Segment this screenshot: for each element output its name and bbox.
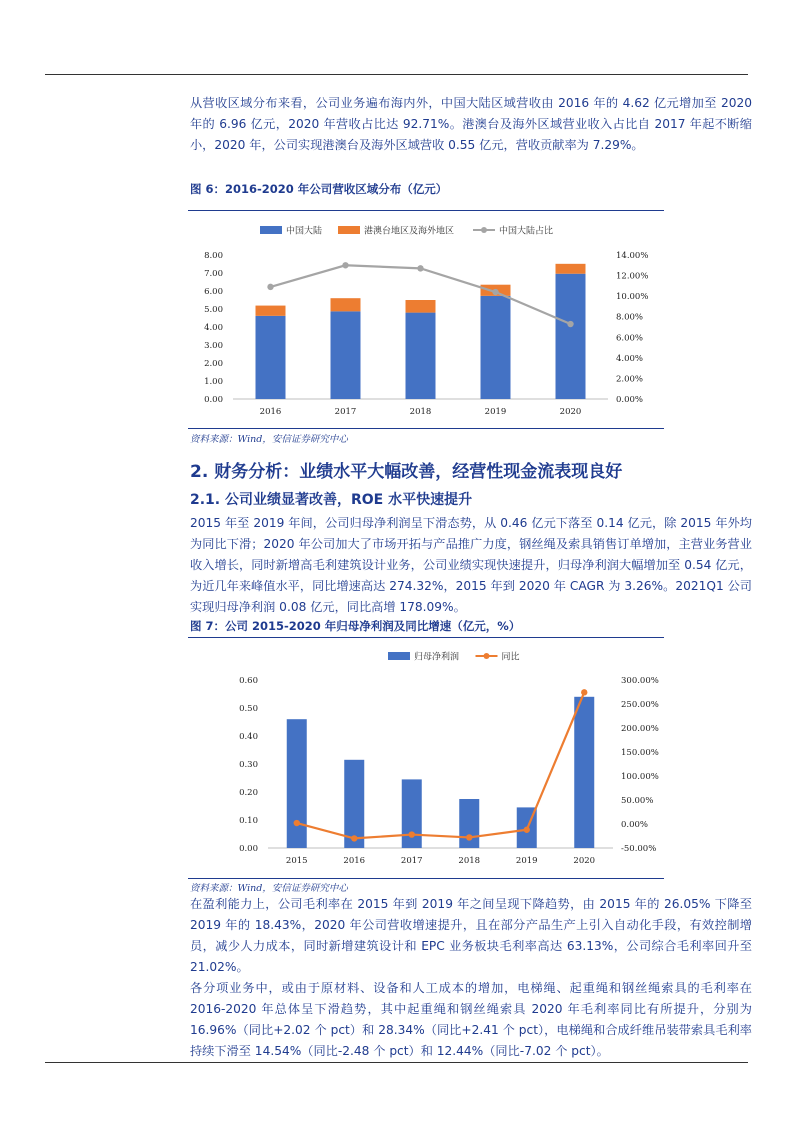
fig6-line-point <box>342 262 348 268</box>
fig6-y2-tick-label: 0.00% <box>616 395 644 405</box>
fig6-x-tick-label: 2019 <box>484 407 507 417</box>
fig7-y-tick-label: 0.10 <box>239 816 258 826</box>
fig6-y2-tick-label: 12.00% <box>616 271 649 282</box>
fig6-legend-label: 港澳台地区及海外地区 <box>364 226 455 237</box>
fig6-y2-tick-label: 14.00% <box>616 251 649 261</box>
fig6-y-tick-label: 7.00 <box>204 269 223 279</box>
fig6-y2-tick-label: 4.00% <box>616 353 644 364</box>
fig7-legend-bar-key <box>388 652 410 660</box>
fig7-y2-tick-label: -50.00% <box>621 844 657 854</box>
fig6-line-point <box>417 265 423 271</box>
fig7-x-tick-label: 2016 <box>343 856 366 866</box>
fig7-line-point <box>581 689 587 695</box>
fig7-y2-tick-label: 200.00% <box>621 724 659 734</box>
fig6-legend-label: 中国大陆 <box>286 226 323 237</box>
fig7-bar-primary <box>287 719 307 848</box>
fig7-line-point <box>524 827 530 833</box>
figure-7-source: 资料来源：Wind，安信证券研究中心 <box>190 883 348 894</box>
fig6-legend-bar-key <box>260 226 282 234</box>
fig6-y2-tick-label: 10.00% <box>616 292 649 303</box>
fig7-y2-tick-label: 300.00% <box>621 676 659 686</box>
fig6-legend-label: 中国大陆占比 <box>499 226 554 237</box>
fig7-y-tick-label: 0.40 <box>239 732 258 742</box>
fig6-y-tick-label: 0.00 <box>204 395 223 405</box>
section-heading-2: 2. 财务分析：业绩水平大幅改善，经营性现金流表现良好 <box>190 462 623 482</box>
fig7-line-series <box>297 692 585 838</box>
fig6-legend-bar-key <box>338 226 360 234</box>
fig6-x-tick-label: 2017 <box>334 407 357 417</box>
fig7-line-point <box>294 820 300 826</box>
fig7-y2-tick-label: 250.00% <box>621 700 659 710</box>
fig6-x-tick-label: 2018 <box>409 407 432 417</box>
fig7-legend-label: 同比 <box>501 652 520 663</box>
figure-7-chart <box>188 638 664 878</box>
fig7-bar-primary <box>459 799 479 848</box>
fig7-y2-tick-label: 0.00% <box>621 820 649 830</box>
fig6-y-tick-label: 8.00 <box>204 251 223 261</box>
fig7-legend-label: 归母净利润 <box>414 652 460 663</box>
fig6-y-tick-label: 5.00 <box>204 305 223 315</box>
fig7-x-tick-label: 2020 <box>573 856 596 866</box>
figure-6-chart <box>188 211 664 427</box>
fig6-y-tick-label: 1.00 <box>204 377 223 387</box>
fig7-line-point <box>409 831 415 837</box>
figure-6-source: 资料来源：Wind，安信证券研究中心 <box>190 434 348 445</box>
fig6-bar-primary <box>481 296 511 399</box>
header-rule <box>45 74 748 75</box>
fig7-y-tick-label: 0.60 <box>239 676 258 686</box>
fig7-y2-tick-label: 150.00% <box>621 748 659 758</box>
fig6-y-tick-label: 3.00 <box>204 341 223 351</box>
fig6-x-tick-label: 2016 <box>259 407 282 417</box>
margin-paragraph: 在盈利能力上，公司毛利率在 2015 年到 2019 年之间呈现下降趋势，由 2015 年的 26.05% 下降至 2019 年的 18.43%，2020 年公司营收增速提升，且在部分产品生产上引入自动化手段，有效控制增员，减少人力成本，同时新增建筑设计和 EPC 业务板块毛利率高达 63.13%，公司综合毛利率回升至 21.02%。 <box>190 897 752 974</box>
segment-margin-paragraph: 各分项业务中，或由于原材料、设备和人工成本的增加，电梯绳、起重绳和钢丝绳索具的毛利率在 2016-2020 年总体呈下滑趋势，其中起重绳和钢丝绳索具 2020 年毛利率同比有所提升，分别为 16.96%（同比+2.02 个 pct）和 28.34%（同比+2.41 个 pct），电梯绳和合成纤维吊装带索具毛利率持续下滑至 14.54%（同比-2.48 个 pct）和 12.44%（同比-7.02 个 pct）。 <box>190 981 752 1058</box>
fig6-y2-tick-label: 8.00% <box>616 312 644 323</box>
fig6-bar-secondary <box>331 298 361 311</box>
figure-7-title: 图 7：公司 2015-2020 年归母净利润及同比增速（亿元，%） <box>190 619 521 633</box>
footer-rule <box>45 1062 748 1063</box>
fig7-y-tick-label: 0.20 <box>239 788 258 798</box>
profit-paragraph: 2015 年至 2019 年间，公司归母净利润呈下滑态势，从 0.46 亿元下落至 0.14 亿元，除 2015 年外均为同比下滑；2020 年公司加大了市场开拓与产品推广力度，钢丝绳及索具销售订单增加，主营业务营业收入增长，同时新增高毛利建筑设计业务，公司业绩实现快速提升，归母净利润大幅增加至 0.54 亿元，为近几年来峰值水平，同比增速高达 274.32%，2015 年到 2020 年 CAGR 为 3.26%。2021Q1 公司实现归母净利润 0.08 亿元，同比高增 178.09%。 <box>190 516 752 614</box>
fig6-y2-tick-label: 2.00% <box>616 374 644 385</box>
fig7-y-tick-label: 0.30 <box>239 760 258 770</box>
figure-7-bottom-rule <box>188 878 664 879</box>
intro-paragraph: 从营收区域分布来看，公司业务遍布海内外，中国大陆区域营收由 2016 年的 4.62 亿元增加至 2020 年的 6.96 亿元，2020 年营收占比达 92.71%。港澳台及海外区域营业收入占比自 2017 年起不断缩小，2020 年，公司实现港澳台及海外区域营收 0.55 亿元，营收贡献率为 7.29%。 <box>190 96 752 152</box>
fig6-bar-primary <box>556 274 586 399</box>
figure-6-bottom-rule <box>188 428 664 429</box>
fig7-bar-primary <box>344 760 364 848</box>
fig7-line-point <box>466 834 472 840</box>
fig6-bar-secondary <box>256 306 286 316</box>
fig6-y-tick-label: 4.00 <box>204 323 223 333</box>
fig6-bar-secondary <box>406 300 436 313</box>
section-heading-2-1: 2.1. 公司业绩显著改善，ROE 水平快速提升 <box>190 492 473 508</box>
fig6-bar-primary <box>331 311 361 399</box>
fig6-y2-tick-label: 6.00% <box>616 333 644 344</box>
fig6-bar-secondary <box>556 264 586 274</box>
fig7-bar-primary <box>574 697 594 848</box>
fig6-y-tick-label: 6.00 <box>204 287 223 297</box>
fig7-x-tick-label: 2018 <box>458 856 481 866</box>
fig6-bar-primary <box>406 313 436 399</box>
fig7-x-tick-label: 2015 <box>285 856 308 866</box>
fig7-y2-tick-label: 50.00% <box>621 796 654 806</box>
fig7-x-tick-label: 2017 <box>400 856 423 866</box>
fig7-line-point <box>351 835 357 841</box>
fig6-line-point <box>267 284 273 290</box>
fig6-line-point <box>492 289 498 295</box>
figure-6-title: 图 6：2016-2020 年公司营收区域分布（亿元） <box>190 182 448 196</box>
fig7-x-tick-label: 2019 <box>515 856 538 866</box>
fig7-y2-tick-label: 100.00% <box>621 772 659 782</box>
fig6-x-tick-label: 2020 <box>559 407 582 417</box>
fig6-bar-primary <box>256 316 286 399</box>
fig6-line-point <box>567 321 573 327</box>
fig7-y-tick-label: 0.50 <box>239 704 258 714</box>
fig6-legend-line-marker <box>481 227 487 233</box>
fig6-y-tick-label: 2.00 <box>204 359 223 369</box>
fig7-y-tick-label: 0.00 <box>239 844 258 854</box>
fig7-legend-line-marker <box>484 653 490 659</box>
